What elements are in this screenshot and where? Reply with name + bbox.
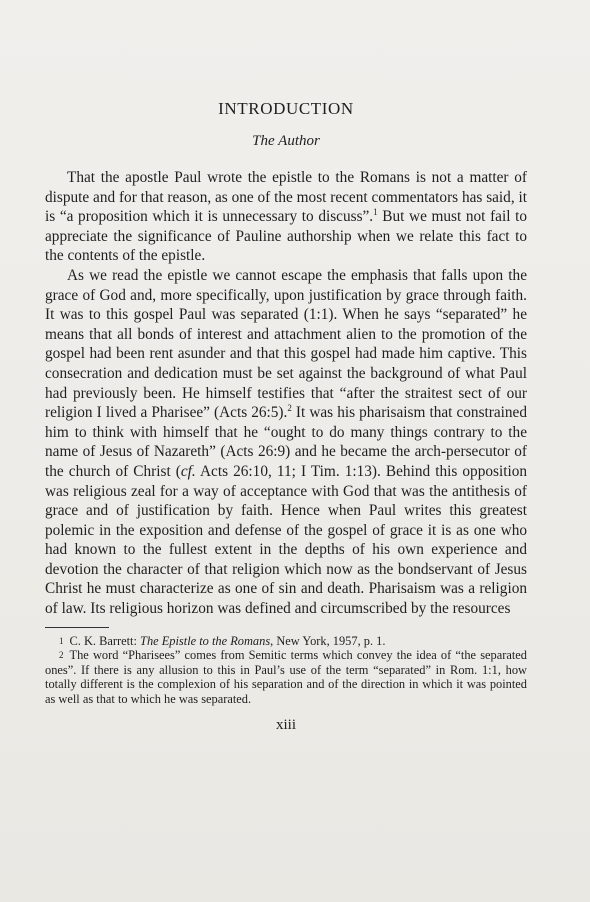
footnote-1-book-title: The Epistle to the Romans (140, 633, 271, 648)
paragraph-2 (45, 266, 527, 619)
paragraph-2-text-c: Acts 26:10, 11; I Tim. 1:13). Behind this opposition was religious zeal for a way of acceptance with God that was the antithesis of grace and of justification by faith. Hence when Paul writes this greatest polemic in the exposition and defense of the gospel of grace it is as one who had known to the fullest extent in the depths of his own experience and devotion the character of that religion which now as the bondservant of Jesus Christ he must characterize as one of sin and death. Pharisaism was a religion of law. Its religious horizon was defined and circumscribed by the resources (45, 462, 527, 618)
book-page (45, 96, 527, 734)
paragraph-2-text-b: It was his pharisaism that constrained him to think with himself that he “ought to do many things contrary to the name of Jesus of Nazareth” (Acts 26:9) and he became the arch-persecutor of the church of Christ ( (45, 404, 527, 480)
footnotes (45, 634, 527, 707)
footnote-ref-1: 1 (373, 207, 378, 218)
paragraph-2-text-a: As we read the epistle we cannot escape the emphasis that falls upon the grace of God and, more specifically, upon justification by grace through faith. It was to this gospel Paul was separated (1:1). When he says “separated” he means that all bonds of interest and attachment alien to the promotion of the gospel had been rent asunder and that this gospel had made him captive. This consecration and dedication must be set against the background of what Paul had previously been. He himself testifies that “after the straitest sect of our religion I lived a Pharisee” (Acts 26:5). (45, 266, 527, 422)
footnote-2-text: The word “Pharisees” comes from Semitic terms which convey the idea of “the separated ones”. If there is any allusion to this in Paul’s use of the term “separated” in Rom. 1:1, how totally different is the complexion of his separation and of the direction in which it was pointed as well as that to which he was separated. (45, 648, 527, 707)
footnote-2 (45, 648, 527, 706)
cf-abbreviation: cf. (180, 462, 196, 480)
footnote-2-number: 2 (59, 650, 64, 661)
page-number: xiii (275, 716, 296, 733)
footnote-1 (45, 634, 527, 649)
body-text (45, 168, 527, 619)
footnote-divider (45, 627, 109, 628)
footnote-1-text-a: C. K. Barrett: (69, 633, 141, 648)
section-subheading: The Author (252, 133, 320, 149)
footnote-1-text-b: , New York, 1957, p. 1. (270, 633, 386, 648)
paragraph-1-text-b: But we must not fail to appreciate the significance of Pauline authorship when we relate this fact to the contents of the epistle. (45, 208, 527, 265)
paragraph-1 (45, 168, 527, 266)
footnote-1-number: 1 (59, 635, 64, 646)
footnote-ref-2: 2 (287, 403, 292, 414)
paragraph-1-text-a: That the apostle Paul wrote the epistle to the Romans is not a matter of dispute and for that reason, as one of the most recent commentators has said, it is “a proposition which it is unnecessary to discuss”. (45, 169, 527, 226)
chapter-heading: INTRODUCTION (218, 99, 354, 118)
